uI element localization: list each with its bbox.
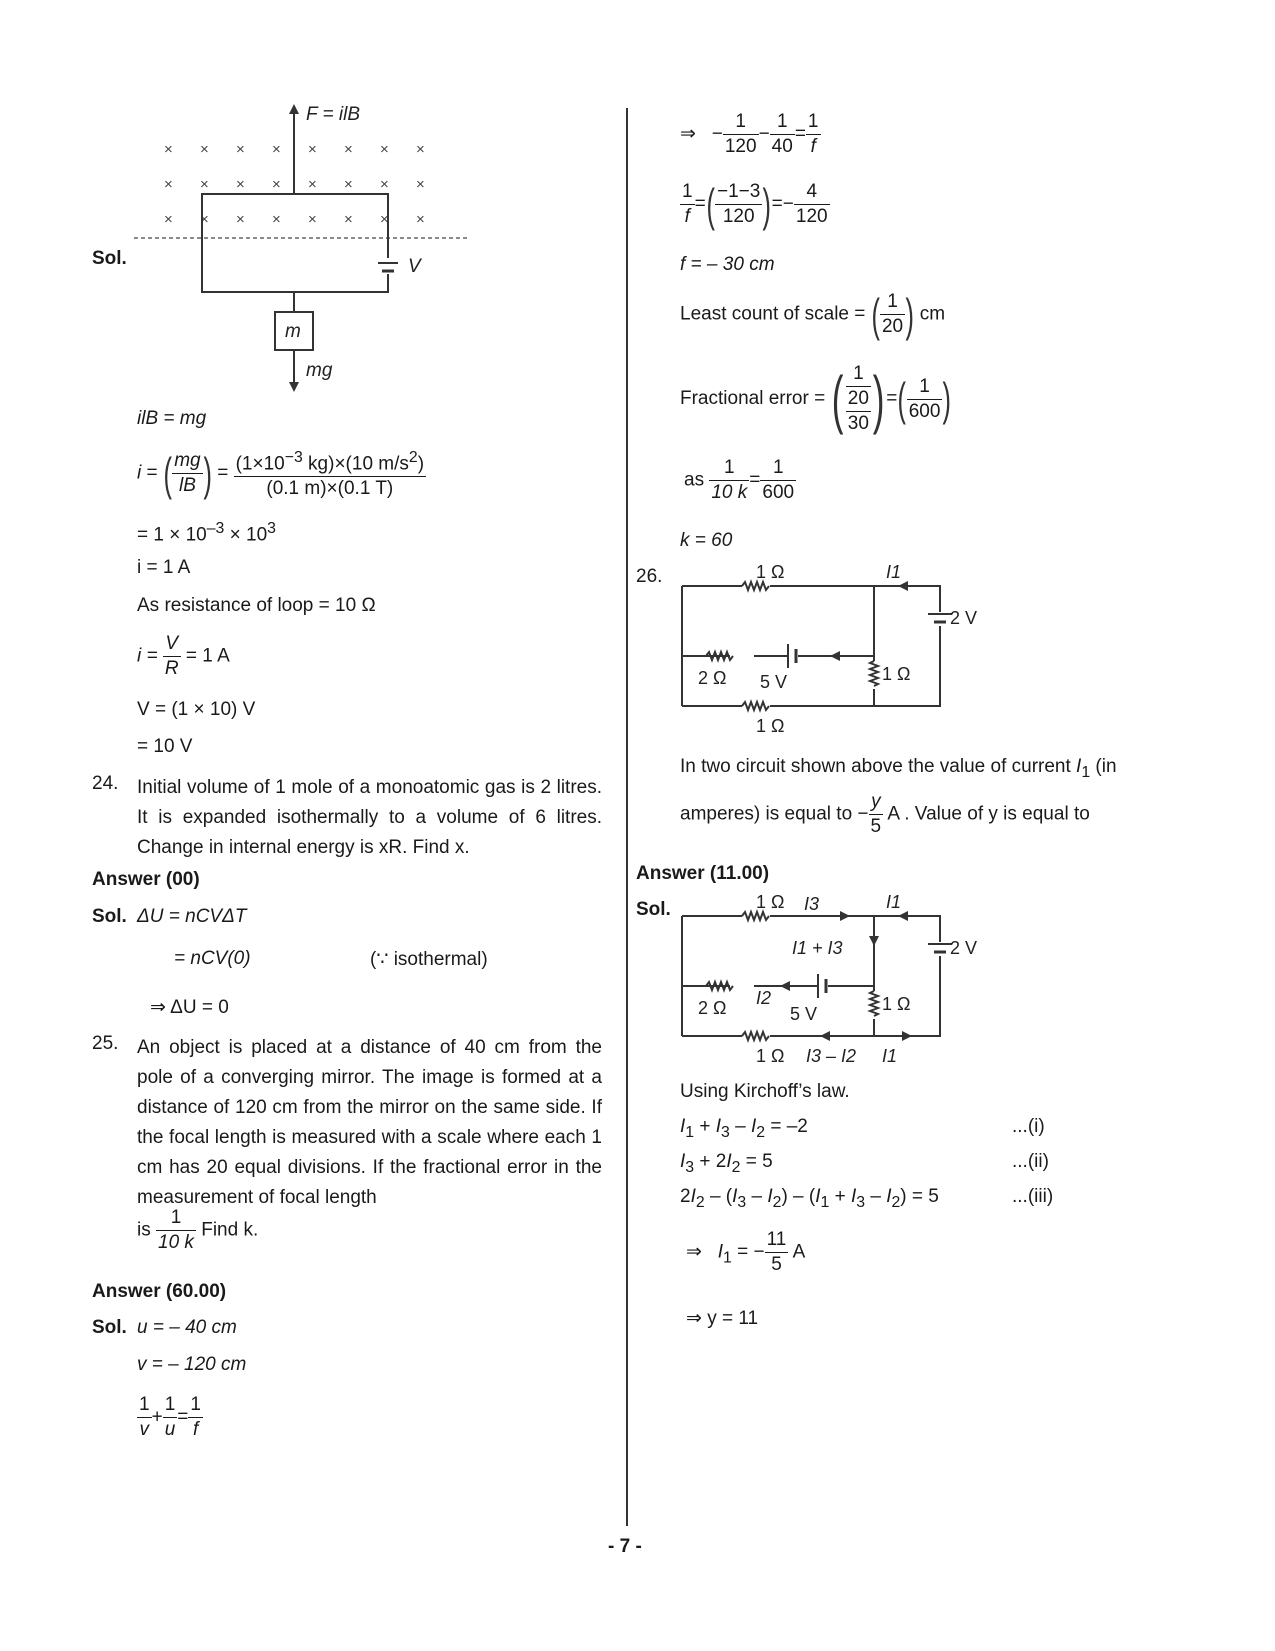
svg-text:1 Ω: 1 Ω bbox=[756, 716, 785, 736]
question-26-line1: In two circuit shown above the value of current $I_1$ (in bbox=[680, 756, 1117, 781]
svg-text:×: × bbox=[200, 211, 209, 228]
svg-text:×: × bbox=[308, 211, 317, 228]
focal-length-result: f = – 30 cm bbox=[680, 254, 775, 275]
svg-text:5 V: 5 V bbox=[760, 672, 788, 692]
page-number: - 7 - bbox=[608, 1536, 642, 1557]
question-25-error: is $\frac{1}{10 k}$ Find k. bbox=[137, 1207, 259, 1253]
svg-text:×: × bbox=[380, 176, 389, 193]
svg-text:×: × bbox=[272, 176, 281, 193]
resistor-right bbox=[870, 661, 878, 686]
question-26-line2: amperes) is equal to − $\frac{y}{5}$ A . Value of y is equal to bbox=[680, 791, 1090, 837]
svg-text:I1: I1 bbox=[886, 562, 902, 582]
kirchhoff-eq-3: $2I_2 - (I_3 - I_2) - (I_1 + I_3 - I_2) = 5$ bbox=[680, 1186, 939, 1211]
svg-text:I1: I1 bbox=[886, 892, 902, 912]
svg-text:×: × bbox=[380, 211, 389, 228]
svg-text:×: × bbox=[308, 141, 317, 158]
svg-text:I3: I3 bbox=[804, 894, 820, 914]
svg-text:5 V: 5 V bbox=[790, 1004, 818, 1024]
svg-text:2 V: 2 V bbox=[950, 938, 978, 958]
svg-text:×: × bbox=[200, 176, 209, 193]
focal-step-1: ⇒ − $\frac{1}{120}$ − $\frac{1}{40}$ = $\frac{1}{f}$ bbox=[680, 111, 819, 157]
kirchhoff-tag-2: ...(ii) bbox=[1012, 1151, 1049, 1172]
question-25-number: 25. bbox=[92, 1033, 119, 1054]
kirchhoff-tag-3: ...(iii) bbox=[1012, 1186, 1054, 1207]
sol-25-label: Sol. bbox=[92, 1317, 127, 1338]
svg-text:×: × bbox=[236, 141, 245, 158]
circuit-diagram bbox=[670, 556, 1000, 756]
svg-text:I1: I1 bbox=[882, 1046, 898, 1066]
kirchhoff-tag-1: ...(i) bbox=[1012, 1116, 1045, 1137]
svg-text:×: × bbox=[200, 141, 209, 158]
svg-text:×: × bbox=[344, 176, 353, 193]
equation-current: i = ( $\frac{mg}{lB}$ ) = $\frac{(1\times 10^{-3} kg)\times(10 m/s^2)}{(0.1 m)\times(0.1 T)}$ bbox=[137, 447, 425, 500]
svg-text:I3 – I2: I3 – I2 bbox=[806, 1046, 857, 1066]
equation-voltage: V = (1 × 10) V bbox=[137, 699, 256, 720]
current-loop bbox=[202, 194, 388, 292]
k-result: k = 60 bbox=[680, 530, 733, 551]
answer-26: Answer (11.00) bbox=[636, 863, 770, 884]
force-label: F = ilB bbox=[306, 104, 361, 125]
svg-text:×: × bbox=[164, 211, 173, 228]
equation-force-balance: ilB = mg bbox=[137, 408, 207, 429]
svg-text:m: m bbox=[285, 321, 301, 342]
svg-text:×: × bbox=[164, 141, 173, 158]
resistor-top bbox=[742, 582, 769, 590]
equation-simplify: = $1 \times 10^{-3} \times 10^3$ bbox=[137, 520, 276, 546]
focal-step-2: $\frac{1}{f}$ =( $\frac{-1-3}{120}$ )=− $\frac{4}{120}$ bbox=[682, 178, 828, 231]
svg-text:2 V: 2 V bbox=[950, 608, 978, 628]
svg-text:×: × bbox=[416, 141, 425, 158]
svg-text:I2: I2 bbox=[756, 988, 772, 1008]
question-25-text: An object is placed at a distance of 40 cm from the pole of a converging mirror. The image is formed at a distance of 120 cm from the mirror on the same side. If the focal length is measured with a scale where each 1 cm has 20 equal divisions. If the fractional error in the measurement of focal length bbox=[137, 1037, 602, 1208]
kirchhoff-eq-2: $I_3 + 2I_2 = 5$ bbox=[680, 1151, 773, 1176]
answer-25: Answer (60.00) bbox=[92, 1281, 227, 1302]
current-i1-result: ⇒ $I_1$ = − $\frac{11}{5}$ A bbox=[686, 1229, 806, 1275]
loop-resistance: As resistance of loop = 10 Ω bbox=[137, 595, 376, 616]
sol-24-line1: ΔU = nCVΔT bbox=[137, 906, 247, 927]
svg-text:×: × bbox=[380, 141, 389, 158]
question-26-number: 26. bbox=[636, 566, 663, 587]
sol-label: Sol. bbox=[92, 248, 127, 269]
kirchhoff-label: Using Kirchoff’s law. bbox=[680, 1081, 850, 1102]
magnetic-force-diagram bbox=[130, 100, 490, 410]
svg-text:2 Ω: 2 Ω bbox=[698, 668, 727, 688]
svg-text:2 Ω: 2 Ω bbox=[698, 998, 727, 1018]
kirchhoff-eq-1: $I_1 + I_3 - I_2 = -2$ bbox=[680, 1116, 808, 1141]
sol-24-label: Sol. bbox=[92, 906, 127, 927]
mirror-formula: $\frac{1}{v}$ + $\frac{1}{u}$ = $\frac{1}{f}$ bbox=[139, 1394, 201, 1440]
fractional-error: Fractional error = ( 1 20 30 )=( $\frac{1}{600}$ ) bbox=[680, 363, 952, 435]
svg-text:×: × bbox=[164, 176, 173, 193]
sol-25-u: u = – 40 cm bbox=[137, 1317, 237, 1338]
sol-24-line2: = nCV(0) bbox=[174, 948, 251, 969]
svg-text:1 Ω: 1 Ω bbox=[882, 664, 911, 684]
question-24-number: 24. bbox=[92, 773, 119, 794]
svg-text:×: × bbox=[272, 141, 281, 158]
svg-text:1 Ω: 1 Ω bbox=[756, 1046, 785, 1066]
sol-26-label: Sol. bbox=[636, 899, 671, 920]
resistor-mid bbox=[706, 652, 733, 660]
svg-text:1 Ω: 1 Ω bbox=[756, 562, 785, 582]
equation-current-result: i = 1 A bbox=[137, 557, 191, 578]
svg-text:×: × bbox=[236, 176, 245, 193]
error-equation: as $\frac{1}{10 k}$ = $\frac{1}{600}$ bbox=[684, 457, 795, 503]
equation-ohms-law: i = $\frac{V}{R}$ = 1 A bbox=[137, 633, 230, 679]
svg-text:×: × bbox=[236, 211, 245, 228]
svg-text:×: × bbox=[308, 176, 317, 193]
answer-24: Answer (00) bbox=[92, 869, 200, 890]
resistor-bottom bbox=[742, 702, 769, 710]
svg-text:×: × bbox=[344, 211, 353, 228]
equation-voltage-result: = 10 V bbox=[137, 736, 193, 757]
svg-text:I1 + I3: I1 + I3 bbox=[792, 938, 843, 958]
svg-text:1 Ω: 1 Ω bbox=[882, 994, 911, 1014]
svg-text:1 Ω: 1 Ω bbox=[756, 892, 785, 912]
column-divider bbox=[626, 108, 628, 1526]
circuit-diagram-solution bbox=[670, 886, 1000, 1086]
y-result: ⇒ y = 11 bbox=[686, 1308, 759, 1329]
weight-label: mg bbox=[306, 360, 333, 381]
question-24-text: Initial volume of 1 mole of a monoatomic gas is 2 litres. It is expanded isothermally to a volume of 6 litres. Change in internal energy is xR. Find x. bbox=[137, 777, 602, 858]
svg-text:×: × bbox=[272, 211, 281, 228]
svg-text:×: × bbox=[416, 211, 425, 228]
voltage-label: V bbox=[408, 256, 421, 277]
svg-text:×: × bbox=[416, 176, 425, 193]
sol-24-note: (∵ isothermal) bbox=[370, 949, 488, 970]
sol-24-result: ⇒ ΔU = 0 bbox=[150, 997, 229, 1018]
svg-text:×: × bbox=[344, 141, 353, 158]
sol-25-v: v = – 120 cm bbox=[137, 1354, 247, 1375]
least-count: Least count of scale = ( $\frac{1}{20}$ ) cm bbox=[680, 288, 946, 341]
